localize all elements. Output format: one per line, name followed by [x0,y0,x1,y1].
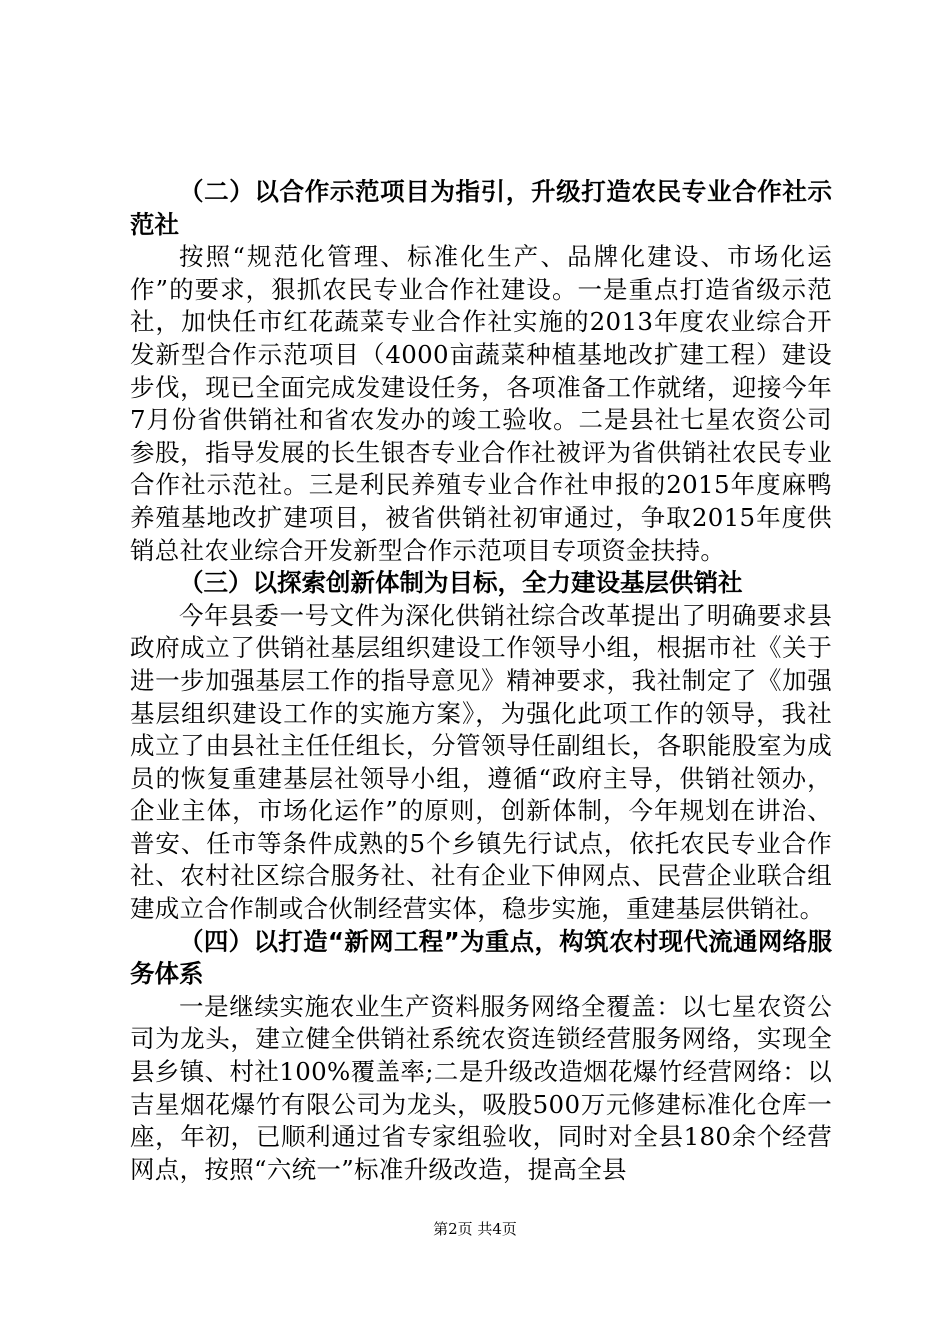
section-heading-3: （三）以探索创新体制为目标，全力建设基层供销社 [179,568,743,598]
section-heading-4: （四）以打造“新网工程”为重点，构筑农村现代流通网络服务体系 [130,926,832,989]
section-heading-2: （二）以合作示范项目为指引，升级打造农民专业合作社示范社 [130,177,832,239]
section-paragraph-2: 按照“规范化管理、标准化生产、品牌化建设、市场化运作”的要求，狠抓农民专业合作社建设。一是重点打造省级示范社，加快任市红花蔬菜专业合作社实施的2013年度农业综合开发新型合作示范项目（4000亩蔬菜种植基地改扩建工程）建设步伐，现已全面完成发建设任务，各项准备工作就绪，迎接今年7月份省供销社和省农发办的竣工验收。二是县社七星农资公司参股，指导发展的长生银杏专业合作社被评为省供销社农民专业合作社示范社。三是利民养殖专业合作社申报的2015年度麻鸭养殖基地改扩建项目，被省供销社初审通过，争取2015年度供销总社农业综合开发新型合作示范项目专项资金扶持。 [130,242,832,565]
section-paragraph-3: 今年县委一号文件为深化供销社综合改革提出了明确要求县政府成立了供销社基层组织建设工作领导小组，根据市社《关于进一步加强基层工作的指导意见》精神要求，我社制定了《加强基层组织建设工作的实施方案》，为强化此项工作的领导，我社成立了由县社主任任组长，分管领导任副组长，各职能股室为成员的恢复重建基层社领导小组，遵循“政府主导，供销社领办，企业主体，市场化运作”的原则，创新体制，今年规划在讲治、普安、任市等条件成熟的5个乡镇先行试点，依托农民专业合作社、农村社区综合服务社、社有企业下伸网点、民营企业联合组建成立合作制或合伙制经营实体，稳步实施，重建基层供销社。 [130,600,833,924]
page-footer: 第2页 共4页 [433,1220,517,1238]
document-body [130,176,832,1186]
section-paragraph-4: 一是继续实施农业生产资料服务网络全覆盖：以七星农资公司为龙头，建立健全供销社系统农资连锁经营服务网络，实现全县乡镇、村社100%覆盖率;二是升级改造烟花爆竹经营网络：以吉星烟花爆竹有限公司为龙头，吸股500万元修建标准化仓库一座，年初，已顺利通过省专家组验收，同时对全县180余个经营网点，按照“六统一”标准升级改造，提高全县 [130,991,832,1184]
